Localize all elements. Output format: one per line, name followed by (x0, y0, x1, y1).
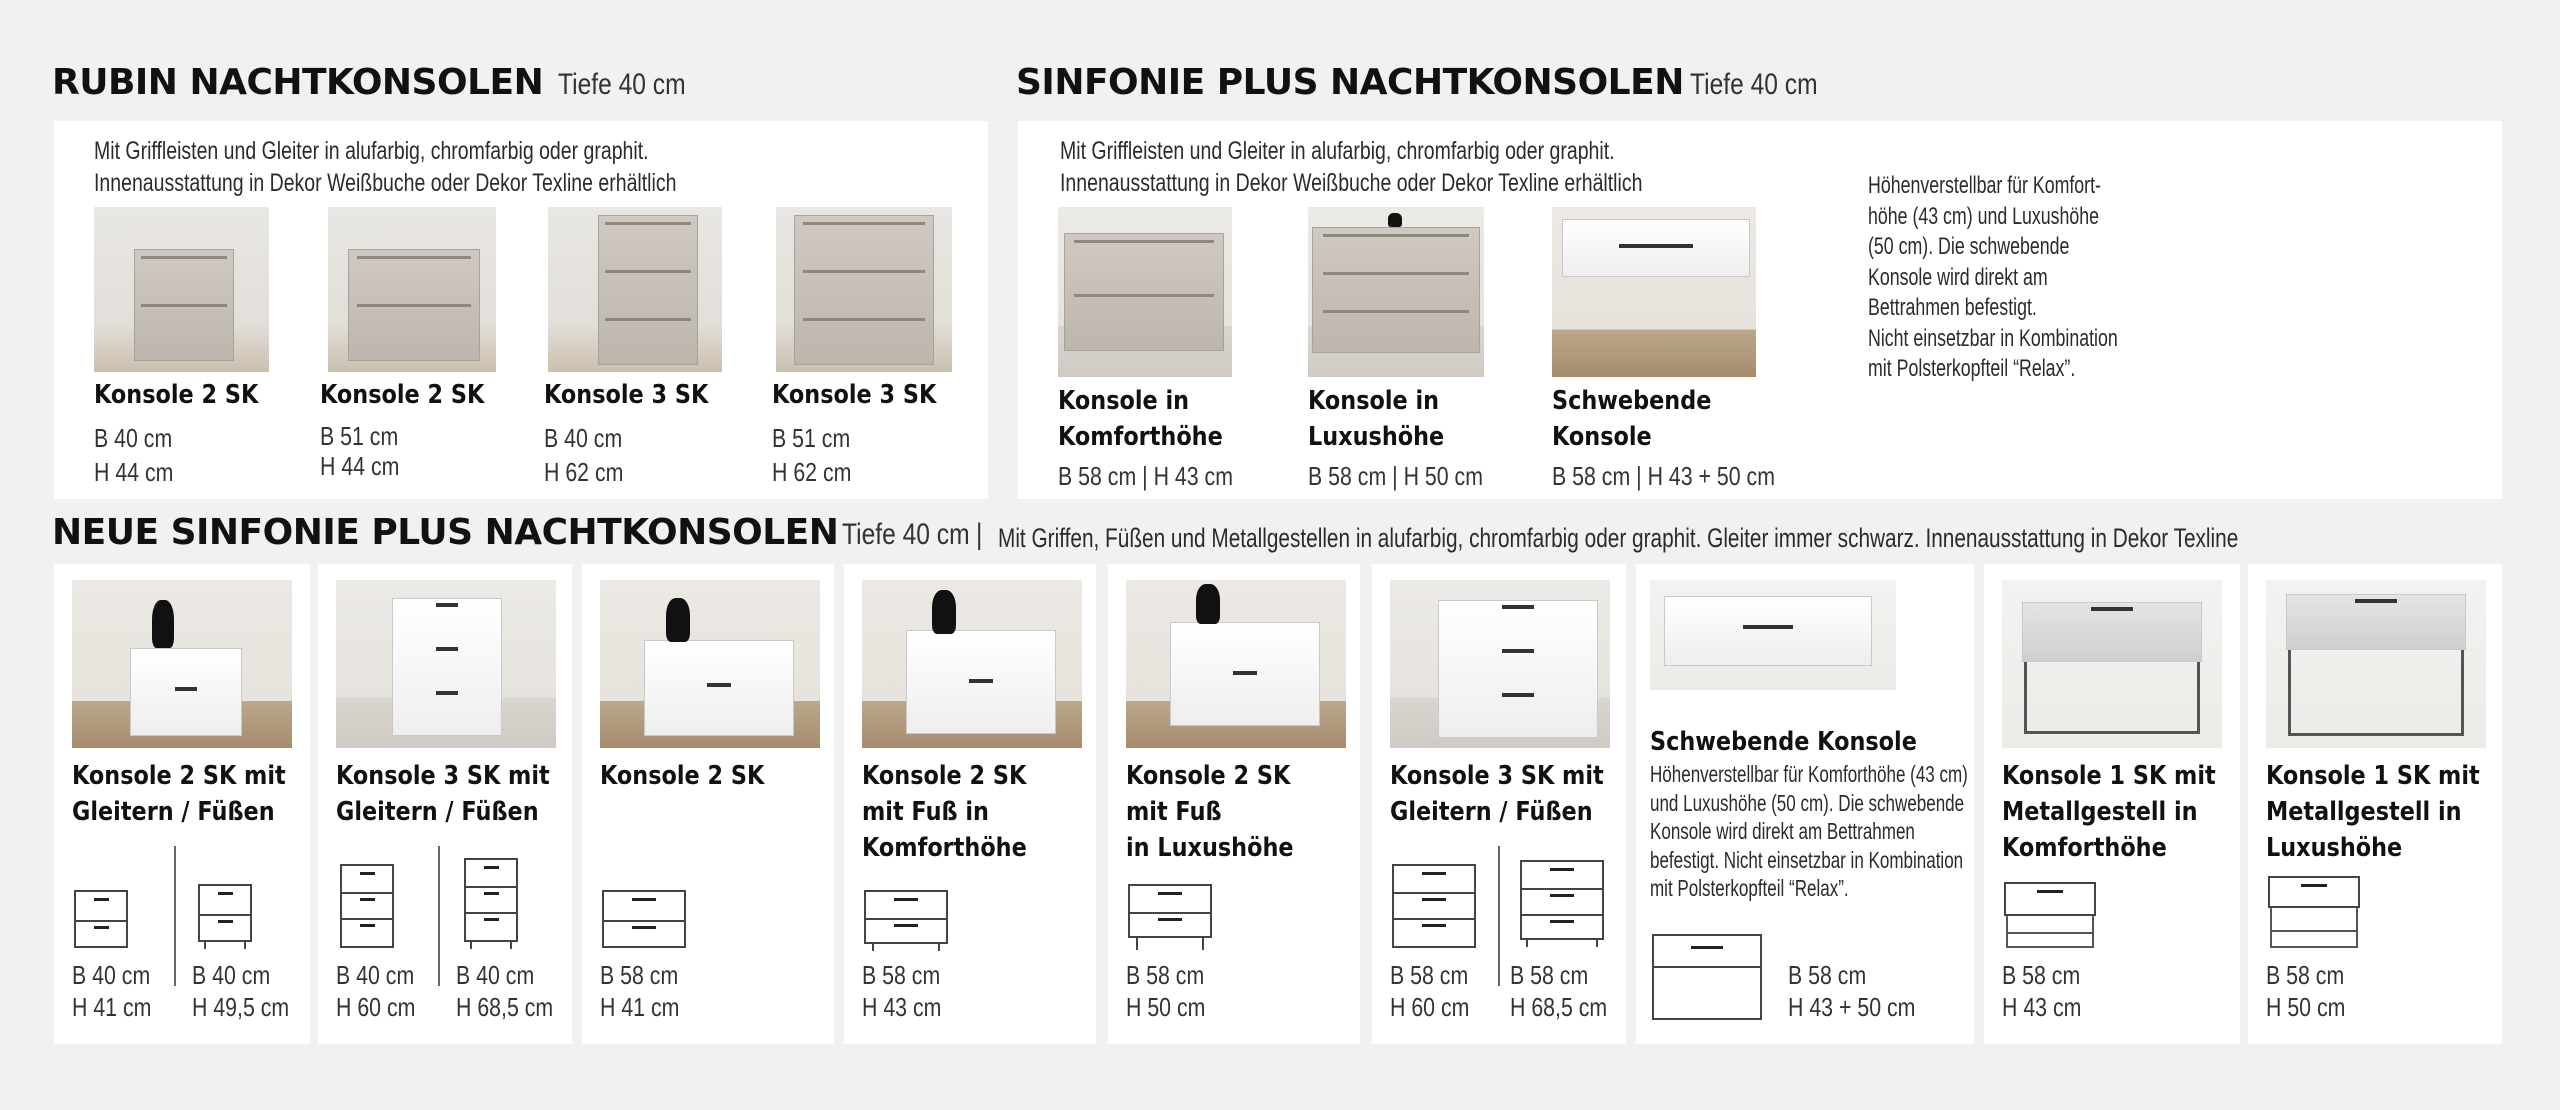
neue-1-b-height: H 49,5 cm (192, 992, 290, 1022)
neue-7-desc-line: Höhenverstellbar für Komforthöhe (43 cm) (1650, 761, 1968, 787)
sketch-icon (340, 864, 394, 948)
sketch-icon (2268, 876, 2360, 908)
neue-7-a-width: B 58 cm (1788, 960, 1867, 990)
neue-name-8-line2: Metallgestell in (2002, 797, 2198, 827)
sinfonie-photo-1 (1058, 207, 1232, 377)
neue-photo-9 (2266, 580, 2486, 748)
neue-photo-7 (1650, 580, 1896, 690)
sketch-icon (864, 890, 948, 944)
rubin-title: RUBIN NACHTKONSOLEN (52, 62, 544, 103)
sketch-icon (1128, 884, 1212, 938)
neue-name-2-line1: Konsole 3 SK mit (336, 761, 550, 791)
side-note-line: Höhenverstellbar für Komfort- (1868, 172, 2101, 199)
neue-7-desc-line: Konsole wird direkt am Bettrahmen (1650, 818, 1915, 844)
neue-card-6 (1372, 564, 1626, 1044)
sketch-icon (1392, 864, 1476, 948)
neue-6-b-width: B 58 cm (1510, 960, 1589, 990)
neue-8-a-width: B 58 cm (2002, 960, 2081, 990)
rubin-height-2: H 44 cm (320, 451, 400, 481)
rubin-note-line2: Innenausstattung in Dekor Weißbuche oder Dekor Texline erhältlich (94, 169, 677, 197)
sinfonie-note-line1: Mit Griffleisten und Gleiter in alufarbig, chromfarbig oder graphit. (1060, 137, 1615, 165)
neue-name-8-line1: Konsole 1 SK mit (2002, 761, 2216, 791)
neue-name-6-line2: Gleitern / Füßen (1390, 797, 1593, 827)
neue-7-desc-line: mit Polsterkopfteil “Relax”. (1650, 875, 1849, 901)
neue-photo-3 (600, 580, 820, 748)
neue-photo-8 (2002, 580, 2222, 748)
sketch-icon (602, 890, 686, 948)
neue-2-a-height: H 60 cm (336, 992, 416, 1022)
neue-photo-5 (1126, 580, 1346, 748)
neue-7-a-height: H 43 + 50 cm (1788, 992, 1916, 1022)
neue-name-4-line2: mit Fuß in (862, 797, 989, 827)
rubin-width-2: B 51 cm (320, 421, 399, 451)
neue-card-2 (318, 564, 572, 1044)
sketch-frame (2006, 916, 2094, 948)
neue-card-9 (2248, 564, 2502, 1044)
neue-1-b-width: B 40 cm (192, 960, 271, 990)
rubin-photo-3 (548, 207, 722, 372)
neue-name-9-line3: Luxushöhe (2266, 833, 2403, 863)
divider (1498, 846, 1500, 986)
neue-name-6-line1: Konsole 3 SK mit (1390, 761, 1604, 791)
neue-7-desc-line: befestigt. Nicht einsetzbar in Kombination (1650, 846, 1964, 873)
neue-card-3 (582, 564, 834, 1044)
neue-name-3-line1: Konsole 2 SK (600, 761, 765, 791)
divider (174, 846, 176, 986)
rubin-height-4: H 62 cm (772, 457, 852, 487)
neue-1-a-height: H 41 cm (72, 992, 152, 1022)
sinfonie-dims-1: B 58 cm | H 43 cm (1058, 461, 1233, 491)
side-note-line: Bettrahmen befestigt. (1868, 294, 2037, 321)
neue-9-a-width: B 58 cm (2266, 960, 2345, 990)
neue-5-a-width: B 58 cm (1126, 960, 1205, 990)
neue-4-a-height: H 43 cm (862, 992, 942, 1022)
neue-name-8-line3: Komforthöhe (2002, 833, 2167, 863)
neue-3-a-width: B 58 cm (600, 960, 679, 990)
rubin-photo-1 (94, 207, 269, 372)
sketch-icon (464, 858, 518, 942)
neue-3-a-height: H 41 cm (600, 992, 680, 1022)
rubin-width-3: B 40 cm (544, 423, 623, 453)
neue-7-desc-line: und Luxushöhe (50 cm). Die schwebende (1650, 789, 1965, 816)
rubin-photo-4 (776, 207, 952, 372)
neue-title: NEUE SINFONIE PLUS NACHTKONSOLEN (52, 512, 839, 553)
neue-2-b-width: B 40 cm (456, 960, 535, 990)
sketch-frame (2270, 908, 2358, 948)
rubin-width-1: B 40 cm (94, 423, 173, 453)
rubin-note-line1: Mit Griffleisten und Gleiter in alufarbig, chromfarbig oder graphit. (94, 137, 649, 165)
neue-name-1-line2: Gleitern / Füßen (72, 797, 275, 827)
rubin-name-1: Konsole 2 SK (94, 380, 259, 410)
neue-photo-1 (72, 580, 292, 748)
sinfonie-dims-2: B 58 cm | H 50 cm (1308, 461, 1483, 491)
rubin-photo-2 (328, 207, 496, 372)
neue-2-b-height: H 68,5 cm (456, 992, 554, 1022)
neue-name-9-line2: Metallgestell in (2266, 797, 2462, 827)
rubin-width-4: B 51 cm (772, 423, 851, 453)
side-note-line: mit Polsterkopfteil “Relax”. (1868, 355, 2076, 382)
sinfonie-note-line2: Innenausstattung in Dekor Weißbuche oder Dekor Texline erhältlich (1060, 169, 1643, 197)
sinfonie-photo-2 (1308, 207, 1484, 377)
sinfonie-name-3-line2: Konsole (1552, 422, 1652, 452)
neue-card-5 (1108, 564, 1360, 1044)
neue-5-a-height: H 50 cm (1126, 992, 1206, 1022)
neue-1-a-width: B 40 cm (72, 960, 151, 990)
side-note-line: Nicht einsetzbar in Kombination (1868, 324, 2118, 352)
sinfonie-panel (1018, 121, 2502, 499)
neue-name-4-line3: Komforthöhe (862, 833, 1027, 863)
sinfonie-photo-3 (1552, 207, 1756, 377)
sketch-icon (74, 890, 128, 948)
divider (438, 846, 440, 986)
rubin-name-3: Konsole 3 SK (544, 380, 709, 410)
neue-name-9-line1: Konsole 1 SK mit (2266, 761, 2480, 791)
neue-8-a-height: H 43 cm (2002, 992, 2082, 1022)
neue-name-5-line2: mit Fuß (1126, 797, 1222, 827)
neue-description: Mit Griffen, Füßen und Metallgestellen in alufarbig, chromfarbig oder graphit. Gleiter immer schwarz. Innenausstattung in Dekor Texline (998, 523, 2239, 553)
neue-card-1 (54, 564, 310, 1044)
neue-card-4 (844, 564, 1096, 1044)
neue-6-a-height: H 60 cm (1390, 992, 1470, 1022)
sinfonie-side-note (1868, 171, 2206, 385)
rubin-name-2: Konsole 2 SK (320, 380, 485, 410)
neue-separator: | (976, 518, 983, 551)
neue-name-7-line1: Schwebende Konsole (1650, 727, 1917, 757)
sketch-icon (1652, 934, 1762, 1020)
rubin-panel (54, 121, 988, 499)
side-note-line: (50 cm). Die schwebende (1868, 233, 2070, 260)
neue-6-b-height: H 68,5 cm (1510, 992, 1608, 1022)
sinfonie-name-2-line1: Konsole in (1308, 386, 1440, 416)
sketch-icon (1520, 860, 1604, 940)
rubin-name-4: Konsole 3 SK (772, 380, 937, 410)
rubin-depth: Tiefe 40 cm (558, 68, 686, 101)
neue-name-5-line1: Konsole 2 SK (1126, 761, 1291, 791)
neue-photo-2 (336, 580, 556, 748)
neue-name-5-line3: in Luxushöhe (1126, 833, 1294, 863)
sketch-icon (198, 884, 252, 942)
neue-2-a-width: B 40 cm (336, 960, 415, 990)
neue-photo-4 (862, 580, 1082, 748)
neue-9-a-height: H 50 cm (2266, 992, 2346, 1022)
neue-card-8 (1984, 564, 2240, 1044)
sinfonie-name-1-line2: Komforthöhe (1058, 422, 1223, 452)
sinfonie-name-2-line2: Luxushöhe (1308, 422, 1445, 452)
neue-name-4-line1: Konsole 2 SK (862, 761, 1027, 791)
neue-depth: Tiefe 40 cm (842, 518, 970, 551)
neue-photo-6 (1390, 580, 1610, 748)
sketch-icon (2004, 882, 2096, 916)
neue-4-a-width: B 58 cm (862, 960, 941, 990)
sinfonie-title: SINFONIE PLUS NACHTKONSOLEN (1016, 62, 1684, 103)
side-note-line: Konsole wird direkt am (1868, 263, 2048, 291)
side-note-line: höhe (43 cm) und Luxushöhe (1868, 202, 2100, 230)
sinfonie-depth: Tiefe 40 cm (1690, 68, 1818, 101)
neue-name-1-line1: Konsole 2 SK mit (72, 761, 286, 791)
sinfonie-name-3-line1: Schwebende (1552, 386, 1712, 416)
neue-name-2-line2: Gleitern / Füßen (336, 797, 539, 827)
neue-6-a-width: B 58 cm (1390, 960, 1469, 990)
rubin-height-1: H 44 cm (94, 457, 174, 487)
neue-card-7 (1636, 564, 1974, 1044)
sinfonie-dims-3: B 58 cm | H 43 + 50 cm (1552, 461, 1775, 491)
sinfonie-name-1-line1: Konsole in (1058, 386, 1190, 416)
rubin-height-3: H 62 cm (544, 457, 624, 487)
